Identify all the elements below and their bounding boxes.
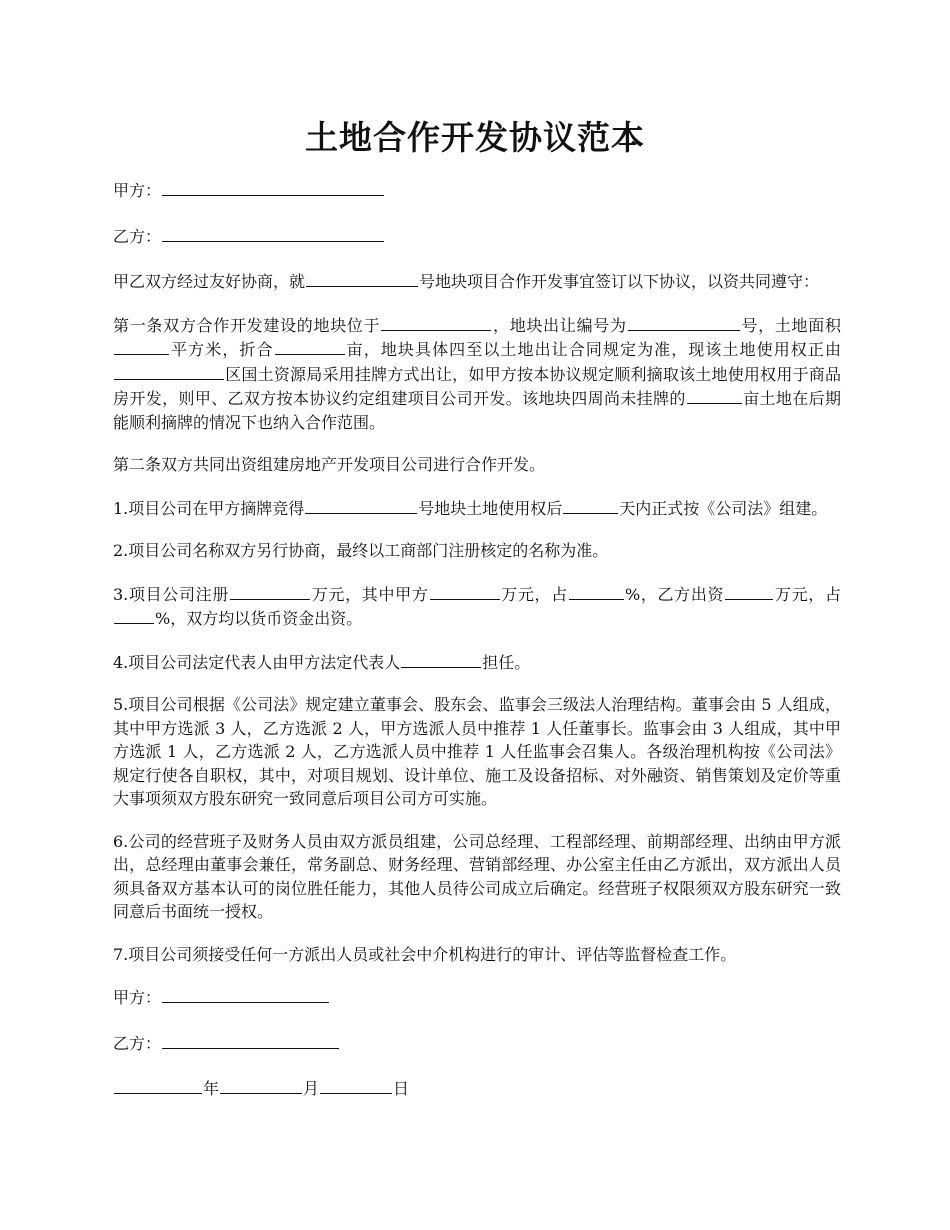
party-a-line: [113, 178, 841, 203]
registered-capital-blank: [230, 582, 310, 600]
party-a-capital-blank: [430, 582, 500, 600]
item-7: 7.项目公司须接受任何一方派出人员或社会中介机构进行的审计、评估等监督检查工作。: [113, 944, 737, 964]
signature-party-a-blank: [162, 985, 329, 1003]
article-1-text: 亩，地块具体四至以土地出让合同规定为准，现该土地使用权正由: [345, 340, 841, 359]
month-blank: [220, 1076, 302, 1094]
article-1-text: 区国土资源局采用挂牌方式出让，如甲方按本协议规定顺利摘取该土地使用权用于商品房开发，则甲、乙双方按本协议约定组建项目公司开发。该地块四周尚未挂牌的: [113, 364, 841, 408]
party-a-blank: [162, 178, 384, 196]
transfer-number-blank: [628, 313, 740, 331]
item-1-text: 号地块土地使用权后: [418, 498, 563, 518]
article-1: [113, 313, 841, 435]
party-b-blank: [162, 224, 384, 242]
item-6: 6.公司的经营班子及财务人员由双方派员组建，公司总经理、工程部经理、前期部经理、出纳由甲方派出，总经理由董事会兼任，常务副总、财务经理、营销部经理、办公室主任由乙方派出，双方派出人员须具备双方基本认可的岗位胜任能力，其他人员待公司成立后确定。经营班子权限须双方股东研究一致同意后书面统一授权。: [113, 831, 841, 921]
area-blank: [114, 337, 169, 355]
item-3-text: %，双方均以货币资金出资。: [155, 609, 363, 628]
signature-party-a-label: 甲方：: [113, 988, 162, 1007]
item-3-text: 万元，占: [500, 584, 568, 604]
party-b-line: [113, 224, 841, 249]
signature-date: [113, 1076, 841, 1101]
location-blank: [381, 313, 491, 331]
document-body: [113, 178, 841, 1120]
article-1-text: 平方米，折合: [170, 340, 274, 359]
district-blank: [114, 362, 224, 380]
item-3-text: 万元，占: [774, 584, 841, 604]
party-a-label: 甲方：: [113, 181, 162, 200]
intro-paragraph: [113, 269, 841, 294]
mu-blank: [275, 337, 345, 355]
item-4: [113, 650, 841, 675]
day-blank: [320, 1076, 392, 1094]
document-title: 土地合作开发协议范本: [305, 118, 645, 157]
party-b-label: 乙方：: [113, 226, 162, 246]
article-1-text: ，地块出让编号为: [492, 315, 627, 335]
plot-number-blank: [306, 269, 418, 287]
year-blank: [114, 1076, 202, 1094]
item-5: 5.项目公司根据《公司法》规定建立董事会、股东会、监事会三级法人治理结构。董事会由 5 人组成，其中甲方选派 3 人，乙方选派 2 人，甲方选派人员中推荐 1 人任董事长。监事会由 3 人组成，其中甲方选派 1 人，乙方选派 2 人，乙方选派人员中推荐 1 人任监事会召集人。各级治理机构按《公司法》规定行使各自职权，其中，对项目规划、设计单位、施工及设备招标、对外融资、销售策划及定价等重大事项须双方股东研究一致同意后项目公司方可实施。: [113, 695, 841, 808]
article-1-text: 亩土地在后期能顺利摘牌的情况下也纳入合作范围。: [113, 389, 841, 432]
month-label: 月: [303, 1079, 320, 1098]
unlisted-mu-blank: [687, 386, 742, 404]
party-b-capital-blank: [725, 582, 773, 600]
party-a-percent-blank: [569, 582, 624, 600]
signature-party-a: [113, 985, 841, 1010]
item-1-text: 天内正式按《公司法》组建。: [619, 498, 828, 518]
signature-party-b-label: 乙方：: [113, 1033, 162, 1053]
item-1: [113, 496, 841, 521]
year-label: 年: [203, 1079, 220, 1098]
intro-text: 号地块项目合作开发事宜签订以下协议，以资共同遵守：: [419, 272, 820, 291]
item-3-text: 3.项目公司注册: [113, 584, 230, 604]
days-blank: [563, 496, 618, 514]
intro-text: 甲乙双方经过友好协商，就: [113, 272, 306, 291]
item-1-text: 1.项目公司在甲方摘牌竞得: [113, 498, 305, 518]
item-2: 2.项目公司名称双方另行协商，最终以工商部门注册核定的名称为准。: [113, 541, 609, 560]
plot-number-blank: [305, 496, 417, 514]
item-4-text: 4.项目公司法定代表人由甲方法定代表人: [113, 652, 401, 672]
article-1-text: 号，土地面积: [740, 315, 841, 335]
legal-rep-blank: [401, 650, 481, 668]
item-3: [113, 582, 841, 631]
item-4-text: 担任。: [482, 652, 531, 672]
item-3-text: 万元，其中甲方: [311, 584, 429, 604]
day-label: 日: [393, 1079, 410, 1098]
signature-party-b: [113, 1031, 841, 1056]
article-1-text: 第一条双方合作开发建设的地块位于: [113, 315, 381, 335]
signature-party-b-blank: [162, 1031, 339, 1049]
party-b-percent-blank: [114, 606, 154, 624]
article-2: 第二条双方共同出资组建房地产开发项目公司进行合作开发。: [113, 455, 546, 474]
item-3-text: %，乙方出资: [624, 584, 725, 604]
